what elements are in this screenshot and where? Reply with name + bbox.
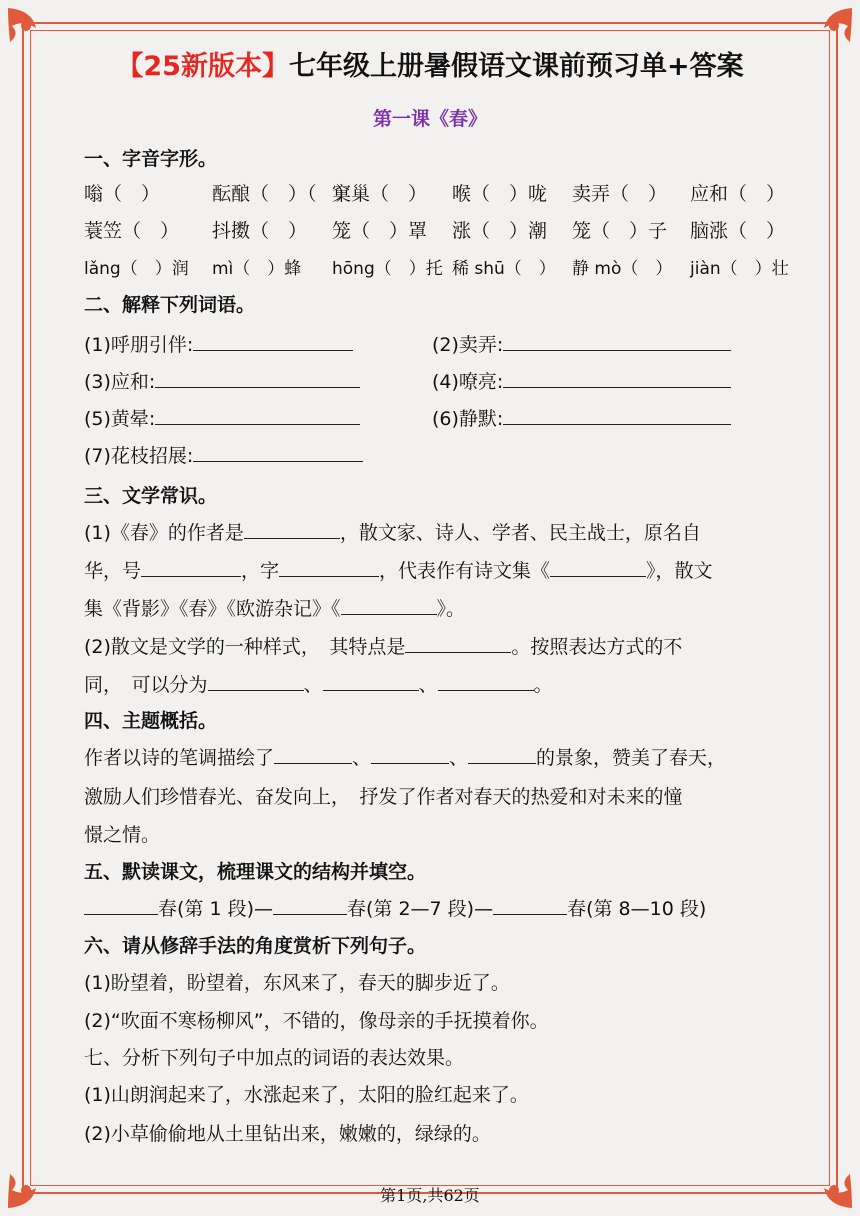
term-item [84,369,360,395]
answer-blank[interactable] [155,406,360,425]
term-item [84,332,353,358]
question-line: 激励人们珍惜春光、奋发向上， 抒发了作者对春天的热爱和对未来的憧 [84,786,683,808]
answer-blank[interactable] [468,745,536,764]
answer-blank[interactable] [323,672,419,691]
question-line [84,520,701,546]
text: (1)《春》的作者是 [84,522,244,544]
section-heading: 六、请从修辞手法的角度赏析下列句子。 [84,935,427,957]
text: 作者以诗的笔调描绘了 [84,747,275,769]
pinyin-item: jiàn（ ）壮 [690,259,789,279]
text: 》，散文 [646,560,713,582]
question-line [84,634,682,660]
term-label: (5)黄晕: [84,408,156,430]
section-heading: 五、默读课文，梳理课文的结构并填空。 [84,861,427,883]
text: 》。 [436,598,466,620]
answer-blank[interactable] [503,406,731,425]
text: 、 [418,674,438,696]
answer-blank[interactable] [155,369,360,388]
answer-blank[interactable] [193,443,363,462]
term-item [432,406,731,432]
title-tag: 【25新版本】 [116,51,289,82]
text: 春(第 8—10 段) [567,898,707,920]
answer-blank[interactable] [550,558,646,577]
page-title [0,44,860,83]
text: 。按照表达方式的不 [511,636,683,658]
text: 集《背影》《春》《欧游杂记》《 [84,598,341,620]
term-label: (3)应和: [84,371,156,393]
page-number: 第1页,共62页 [380,1186,480,1205]
question-line: (2)小草偷偷地从土里钻出来，嫩嫩的，绿绿的。 [84,1123,491,1145]
answer-blank[interactable] [274,745,352,764]
answer-blank[interactable] [503,369,731,388]
text: 春(第 2—7 段)— [347,898,494,920]
section-heading: 四、主题概括。 [84,710,218,732]
pinyin-item: 窠巢（ ） [332,183,428,205]
question-line: (2)“吹面不寒杨柳风”，不错的，像母亲的手抚摸着你。 [84,1010,549,1032]
answer-blank[interactable] [273,896,347,915]
answer-blank[interactable] [503,332,731,351]
pinyin-item: 抖擞（ ） [212,220,308,242]
section-heading: 三、文学常识。 [84,485,218,507]
term-label: (2)卖弄: [432,334,504,356]
question-line: (1)盼望着，盼望着，东风来了，春天的脚步近了。 [84,972,510,994]
term-item [432,369,731,395]
text: 、 [449,747,469,769]
answer-blank[interactable] [208,672,304,691]
text: 、 [352,747,372,769]
answer-blank[interactable] [244,520,340,539]
text: (2)散文是文学的一种样式， 其特点是 [84,636,406,658]
answer-blank[interactable] [493,896,567,915]
answer-blank[interactable] [193,332,353,351]
answer-blank[interactable] [371,745,449,764]
text: ，散文家、诗人、学者、民主战士，原名自 [339,522,701,544]
pinyin-item: 喉（ ）咙 [452,183,548,205]
pinyin-item: 酝酿（ ）（ ） [212,183,355,205]
pinyin-item: 蓑笠（ ） [84,220,180,242]
title-text: 七年级上册暑假语文课前预习单+答案 [288,51,744,82]
text: 华，号 [84,560,142,582]
text: 、 [303,674,323,696]
pinyin-item: 静 mò（ ） [572,259,673,279]
question-line: (1)山朗润起来了，水涨起来了，太阳的脸红起来了。 [84,1084,529,1106]
lesson-title: 第一课《春》 [372,108,487,130]
pinyin-item: lǎng（ ）润 [84,259,189,279]
pinyin-item: 卖弄（ ） [572,183,668,205]
term-label: (4)嘹亮: [432,371,504,393]
pinyin-item: 笼（ ）子 [572,220,668,242]
text: ，字 [241,560,280,582]
question-line: 憬之情。 [84,824,161,846]
structure-line [84,896,706,922]
section-heading: 二、解释下列词语。 [84,294,256,316]
answer-blank[interactable] [405,634,511,653]
term-label: (1)呼朋引伴: [84,334,194,356]
pinyin-item: mì（ ）蜂 [212,259,302,279]
pinyin-item: 涨（ ）潮 [452,220,548,242]
answer-blank[interactable] [341,596,437,615]
pinyin-item: 应和（ ） [690,183,786,205]
pinyin-item: 嗡（ ） [84,183,161,205]
pinyin-item: hōng（ ）托 [332,259,443,279]
question-line [84,672,553,698]
text: 的景象，赞美了春天， [536,747,727,769]
term-item [84,406,360,432]
question-line [84,745,726,771]
answer-blank[interactable] [84,896,158,915]
pinyin-item: 稀 shū（ ） [452,259,556,279]
text: 同， 可以分为 [84,674,208,696]
pinyin-item: 脑涨（ ） [690,220,786,242]
text: 。 [533,674,553,696]
answer-blank[interactable] [279,558,379,577]
term-label: (6)静默: [432,408,504,430]
section-heading: 一、字音字形。 [84,148,218,170]
question-line [84,596,465,622]
answer-blank[interactable] [141,558,241,577]
section-heading: 七、分析下列句子中加点的词语的表达效果。 [84,1047,465,1069]
term-item [432,332,731,358]
answer-blank[interactable] [438,672,534,691]
term-item [84,443,363,469]
question-line [84,558,713,584]
term-label: (7)花枝招展: [84,445,194,467]
pinyin-item: 笼（ ）罩 [332,220,428,242]
text: ，代表作有诗文集《 [379,560,551,582]
text: 春(第 1 段)— [158,898,273,920]
